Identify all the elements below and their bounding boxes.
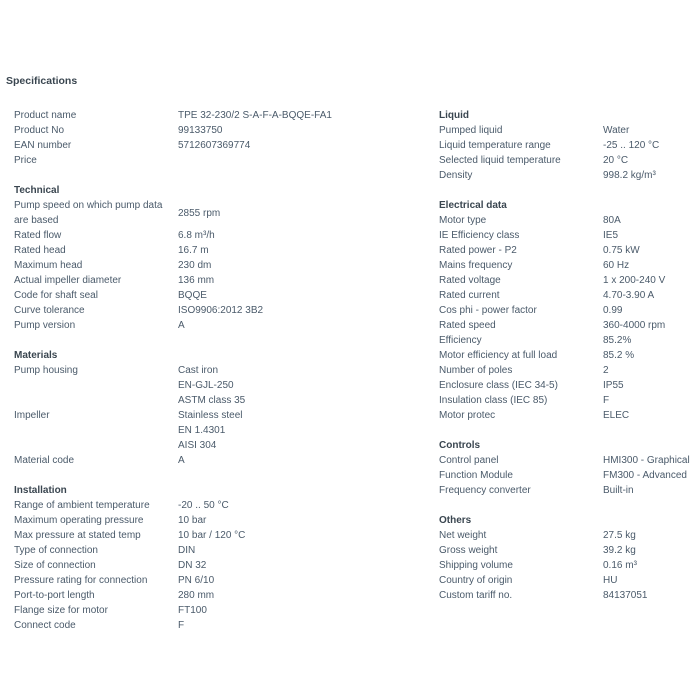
- spec-value: TPE 32-230/2 S-A-F-A-BQQE-FA1: [178, 110, 332, 121]
- spec-values: [178, 228, 414, 243]
- spec-label: Rated voltage: [439, 275, 501, 286]
- spec-values: [603, 558, 699, 573]
- spec-label: Pump speed on which pump data are based: [14, 200, 163, 226]
- spec-label: Motor protec: [439, 410, 496, 421]
- spec-value: ELEC: [603, 410, 630, 421]
- spec-value: DN 32: [178, 560, 207, 571]
- spec-label: Code for shaft seal: [14, 290, 98, 301]
- spec-row: [14, 573, 414, 588]
- spec-label: Rated flow: [14, 230, 62, 241]
- spec-value: 39.2 kg: [603, 545, 636, 556]
- spec-row: [14, 228, 414, 243]
- spec-row: [439, 318, 699, 333]
- spec-values: [603, 393, 699, 408]
- spec-label: IE Efficiency class: [439, 230, 520, 241]
- spec-values: [603, 573, 699, 588]
- spec-values: [178, 108, 414, 123]
- spec-column-left: [14, 108, 414, 633]
- spec-values: [178, 558, 414, 573]
- spec-row: [439, 258, 699, 273]
- spec-values: [603, 588, 699, 603]
- spec-section-electrical-data: [439, 198, 699, 423]
- spec-value: Cast iron: [178, 365, 219, 376]
- spec-values: [603, 528, 699, 543]
- spec-row: [14, 588, 414, 603]
- spec-section-general: [14, 108, 414, 168]
- spec-row: [14, 123, 414, 138]
- spec-row: [439, 573, 699, 588]
- spec-section-others: [439, 513, 699, 603]
- spec-row: [14, 318, 414, 333]
- spec-row: [14, 303, 414, 318]
- spec-row: [439, 528, 699, 543]
- spec-values: [178, 243, 414, 258]
- spec-row: [439, 483, 699, 498]
- spec-value: F: [603, 395, 610, 406]
- spec-row: [439, 168, 699, 183]
- spec-values: [178, 288, 414, 303]
- spec-label: Gross weight: [439, 545, 498, 556]
- spec-row: [439, 288, 699, 303]
- section-title: Technical: [14, 185, 60, 196]
- spec-row: [14, 453, 414, 468]
- spec-values: [603, 348, 699, 363]
- spec-values: [178, 153, 414, 168]
- spec-value: FM300 - Advanced: [603, 470, 687, 481]
- spec-row: [439, 333, 699, 348]
- spec-value: 0.99: [603, 305, 623, 316]
- spec-values: [178, 138, 414, 153]
- spec-value: 136 mm: [178, 275, 215, 286]
- spec-values: [603, 258, 699, 273]
- spec-label: Pump version: [14, 320, 76, 331]
- spec-row: [439, 453, 699, 468]
- spec-row: [439, 393, 699, 408]
- spec-value: 0.75 kW: [603, 245, 640, 256]
- spec-value: HU: [603, 575, 618, 586]
- spec-value: A: [178, 455, 185, 466]
- spec-label: Net weight: [439, 530, 487, 541]
- spec-value: 360-4000 rpm: [603, 320, 666, 331]
- spec-values: [603, 378, 699, 393]
- spec-value: 85.2%: [603, 335, 632, 346]
- spec-label: Actual impeller diameter: [14, 275, 122, 286]
- spec-section-materials: [14, 348, 414, 468]
- spec-value: EN-GJL-250: [178, 380, 234, 391]
- spec-values: [603, 168, 699, 183]
- spec-values: [178, 408, 414, 453]
- spec-label: Cos phi - power factor: [439, 305, 537, 316]
- spec-values: [603, 483, 699, 498]
- spec-label: Control panel: [439, 455, 499, 466]
- spec-value: 20 °C: [603, 155, 629, 166]
- spec-value: EN 1.4301: [178, 425, 226, 436]
- spec-values: [178, 198, 414, 228]
- section-title: Materials: [14, 350, 58, 361]
- spec-value: 85.2 %: [603, 350, 635, 361]
- spec-value: Stainless steel: [178, 410, 243, 421]
- spec-label: Material code: [14, 455, 75, 466]
- spec-row: [439, 138, 699, 153]
- spec-values: [603, 408, 699, 423]
- spec-value: FT100: [178, 605, 207, 616]
- spec-label: Product name: [14, 110, 77, 121]
- spec-values: [178, 273, 414, 288]
- spec-value: 4.70-3.90 A: [603, 290, 655, 301]
- spec-label: Motor efficiency at full load: [439, 350, 558, 361]
- section-title: Others: [439, 515, 472, 526]
- spec-row: [439, 588, 699, 603]
- spec-value: 230 dm: [178, 260, 212, 271]
- spec-row: [14, 198, 414, 228]
- spec-section-technical: [14, 183, 414, 333]
- spec-value: 16.7 m: [178, 245, 209, 256]
- spec-values: [603, 153, 699, 168]
- spec-label: Price: [14, 155, 37, 166]
- spec-label: Mains frequency: [439, 260, 513, 271]
- spec-label: Max pressure at stated temp: [14, 530, 141, 541]
- spec-values: [178, 303, 414, 318]
- spec-value: DIN: [178, 545, 196, 556]
- spec-value: IP55: [603, 380, 624, 391]
- spec-value: 60 Hz: [603, 260, 630, 271]
- spec-value: 280 mm: [178, 590, 215, 601]
- spec-values: [603, 273, 699, 288]
- spec-value: 99133750: [178, 125, 223, 136]
- spec-label: Shipping volume: [439, 560, 513, 571]
- spec-values: [178, 318, 414, 333]
- spec-label: Port-to-port length: [14, 590, 95, 601]
- spec-value: 27.5 kg: [603, 530, 636, 541]
- spec-label: Maximum head: [14, 260, 83, 271]
- spec-row: [14, 528, 414, 543]
- spec-label: Country of origin: [439, 575, 513, 586]
- spec-value: F: [178, 620, 185, 631]
- spec-row: [439, 468, 699, 483]
- spec-label: Impeller: [14, 410, 50, 421]
- spec-section-liquid: [439, 108, 699, 183]
- spec-row: [439, 123, 699, 138]
- spec-value: 84137051: [603, 590, 648, 601]
- spec-row: [439, 243, 699, 258]
- spec-label: Flange size for motor: [14, 605, 108, 616]
- spec-row: [439, 378, 699, 393]
- spec-values: [603, 333, 699, 348]
- spec-row: [14, 258, 414, 273]
- spec-values: [178, 363, 414, 408]
- spec-values: [178, 603, 414, 618]
- spec-row: [439, 213, 699, 228]
- spec-value: 6.8 m³/h: [178, 230, 215, 241]
- spec-values: [178, 528, 414, 543]
- spec-label: Pressure rating for connection: [14, 575, 148, 586]
- spec-row: [14, 543, 414, 558]
- spec-values: [178, 588, 414, 603]
- spec-values: [178, 543, 414, 558]
- spec-value: A: [178, 320, 185, 331]
- spec-row: [14, 243, 414, 258]
- spec-row: [14, 408, 414, 453]
- spec-value: [178, 153, 414, 168]
- spec-row: [14, 153, 414, 168]
- spec-row: [14, 558, 414, 573]
- spec-values: [178, 498, 414, 513]
- spec-values: [603, 243, 699, 258]
- spec-row: [14, 363, 414, 408]
- spec-values: [178, 618, 414, 633]
- spec-row: [439, 408, 699, 423]
- spec-value: 80A: [603, 215, 621, 226]
- spec-row: [439, 558, 699, 573]
- spec-row: [14, 288, 414, 303]
- spec-label: Pumped liquid: [439, 125, 503, 136]
- spec-value: 998.2 kg/m³: [603, 170, 656, 181]
- spec-values: [603, 228, 699, 243]
- spec-values: [603, 318, 699, 333]
- spec-value: 1 x 200-240 V: [603, 275, 666, 286]
- spec-label: Efficiency: [439, 335, 482, 346]
- spec-label: Curve tolerance: [14, 305, 85, 316]
- spec-section-controls: [439, 438, 699, 498]
- spec-value: BQQE: [178, 290, 207, 301]
- spec-row: [439, 303, 699, 318]
- spec-row: [439, 153, 699, 168]
- spec-values: [603, 213, 699, 228]
- section-title: Electrical data: [439, 200, 507, 211]
- section-title: Liquid: [439, 110, 469, 121]
- spec-label: Density: [439, 170, 473, 181]
- spec-value: Built-in: [603, 485, 634, 496]
- spec-values: [178, 258, 414, 273]
- page-title: Specifications: [6, 75, 78, 87]
- spec-label: Maximum operating pressure: [14, 515, 144, 526]
- spec-label: Number of poles: [439, 365, 513, 376]
- spec-row: [14, 603, 414, 618]
- section-title: Controls: [439, 440, 481, 451]
- spec-label: Motor type: [439, 215, 487, 226]
- spec-row: [14, 513, 414, 528]
- spec-label: Custom tariff no.: [439, 590, 513, 601]
- spec-values: [178, 573, 414, 588]
- spec-value: IE5: [603, 230, 619, 241]
- spec-label: Enclosure class (IEC 34-5): [439, 380, 558, 391]
- spec-label: Rated speed: [439, 320, 496, 331]
- spec-value: -20 .. 50 °C: [178, 500, 229, 511]
- spec-row: [14, 498, 414, 513]
- spec-row: [439, 543, 699, 558]
- spec-label: Rated current: [439, 290, 500, 301]
- spec-row: [14, 138, 414, 153]
- spec-values: [178, 453, 414, 468]
- spec-row: [14, 273, 414, 288]
- spec-column-right: [439, 108, 699, 603]
- spec-value: HMI300 - Graphical: [603, 455, 690, 466]
- spec-section-installation: [14, 483, 414, 633]
- spec-values: [603, 138, 699, 153]
- spec-label: Pump housing: [14, 365, 78, 376]
- spec-label: Rated head: [14, 245, 66, 256]
- spec-value: Water: [603, 125, 630, 136]
- spec-row: [14, 108, 414, 123]
- spec-label: Rated power - P2: [439, 245, 517, 256]
- spec-label: Selected liquid temperature: [439, 155, 561, 166]
- spec-value: -25 .. 120 °C: [603, 140, 660, 151]
- section-title: Installation: [14, 485, 67, 496]
- spec-values: [178, 123, 414, 138]
- spec-label: Liquid temperature range: [439, 140, 551, 151]
- spec-values: [603, 123, 699, 138]
- spec-value: AISI 304: [178, 440, 217, 451]
- spec-label: EAN number: [14, 140, 72, 151]
- spec-values: [603, 288, 699, 303]
- spec-label: Product No: [14, 125, 65, 136]
- spec-value: ISO9906:2012 3B2: [178, 305, 264, 316]
- spec-value: 10 bar: [178, 515, 207, 526]
- spec-row: [439, 228, 699, 243]
- spec-value: 5712607369774: [178, 140, 251, 151]
- spec-value: 2855 rpm: [178, 207, 221, 219]
- spec-label: Frequency converter: [439, 485, 531, 496]
- spec-value: ASTM class 35: [178, 395, 246, 406]
- spec-value: PN 6/10: [178, 575, 215, 586]
- spec-values: [603, 453, 699, 468]
- spec-label: Range of ambient temperature: [14, 500, 150, 511]
- spec-row: [439, 273, 699, 288]
- spec-label: Insulation class (IEC 85): [439, 395, 548, 406]
- spec-values: [603, 543, 699, 558]
- spec-label: Type of connection: [14, 545, 98, 556]
- spec-values: [603, 363, 699, 378]
- spec-value: 2: [603, 365, 609, 376]
- spec-values: [603, 303, 699, 318]
- spec-row: [14, 618, 414, 633]
- spec-row: [439, 348, 699, 363]
- spec-value: 0.16 m³: [603, 560, 637, 571]
- spec-label: Connect code: [14, 620, 76, 631]
- spec-label: Function Module: [439, 470, 513, 481]
- spec-values: [178, 513, 414, 528]
- spec-value: 10 bar / 120 °C: [178, 530, 246, 541]
- spec-row: [439, 363, 699, 378]
- spec-values: [603, 468, 699, 483]
- spec-label: Size of connection: [14, 560, 96, 571]
